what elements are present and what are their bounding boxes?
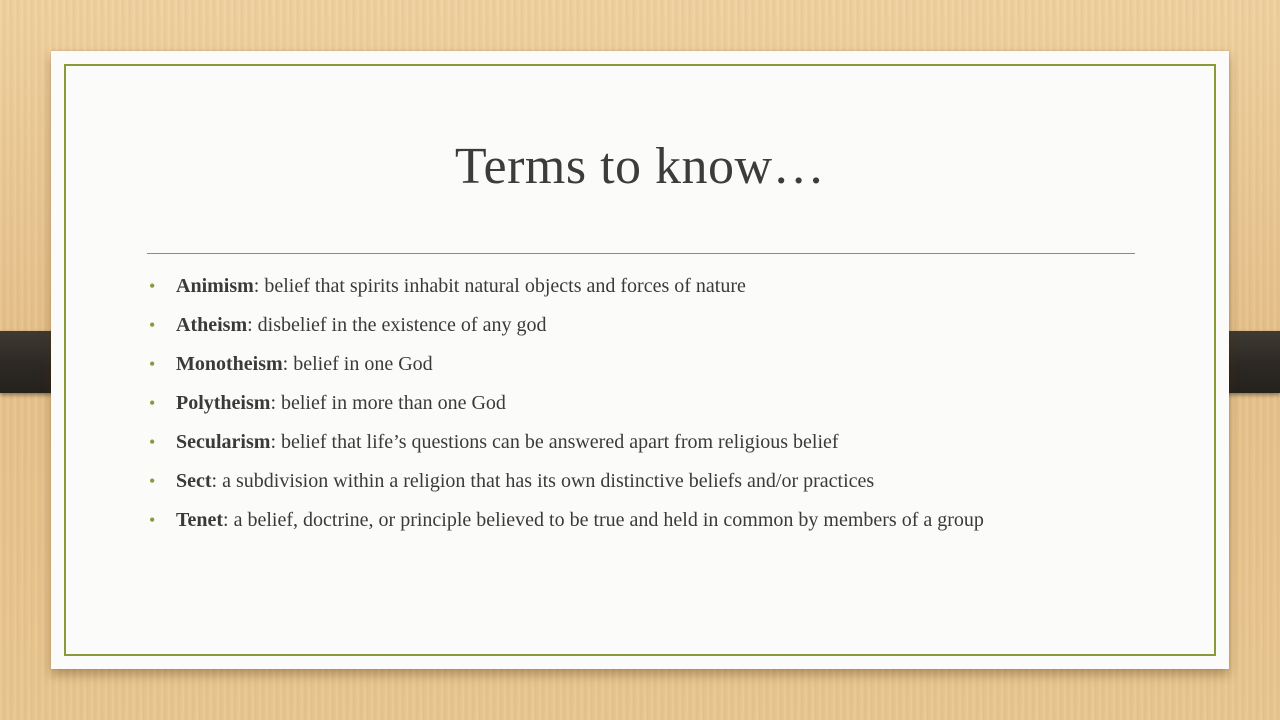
term-name: Secularism (176, 431, 271, 453)
term-definition: : a subdivision within a religion that has its own distinctive beliefs and/or practices (211, 470, 875, 492)
slide-paper (51, 51, 1229, 669)
term-definition: : a belief, doctrine, or principle believed to be true and held in common by members of a group (223, 509, 984, 531)
term-definition: : belief that life’s questions can be answered apart from religious belief (270, 431, 839, 453)
term-definition: : belief in more than one God (270, 392, 506, 414)
term-item-tenet (149, 509, 1129, 531)
term-item-atheism (149, 314, 1129, 336)
term-name: Animism (176, 275, 254, 297)
bullet-icon: • (149, 315, 156, 335)
term-definition: : belief in one God (282, 353, 433, 375)
bullet-icon: • (149, 432, 156, 452)
term-name: Sect (176, 470, 212, 492)
bullet-icon: • (149, 276, 156, 296)
bullet-icon: • (149, 393, 156, 413)
term-name: Tenet (176, 509, 224, 531)
term-name: Atheism (176, 314, 248, 336)
term-name: Polytheism (176, 392, 271, 414)
term-name: Monotheism (176, 353, 283, 375)
title-divider (147, 253, 1135, 254)
bullet-icon: • (149, 510, 156, 530)
term-item-polytheism (149, 392, 1129, 414)
term-item-monotheism (149, 353, 1129, 375)
slide-title: Terms to know… (454, 138, 826, 195)
term-item-secularism (149, 431, 1129, 453)
term-item-sect (149, 470, 1129, 492)
bullet-icon: • (149, 354, 156, 374)
term-definition: : belief that spirits inhabit natural objects and forces of nature (253, 275, 746, 297)
terms-list (149, 275, 1129, 548)
term-definition: : disbelief in the existence of any god (247, 314, 547, 336)
term-item-animism (149, 275, 1129, 297)
bullet-icon: • (149, 471, 156, 491)
